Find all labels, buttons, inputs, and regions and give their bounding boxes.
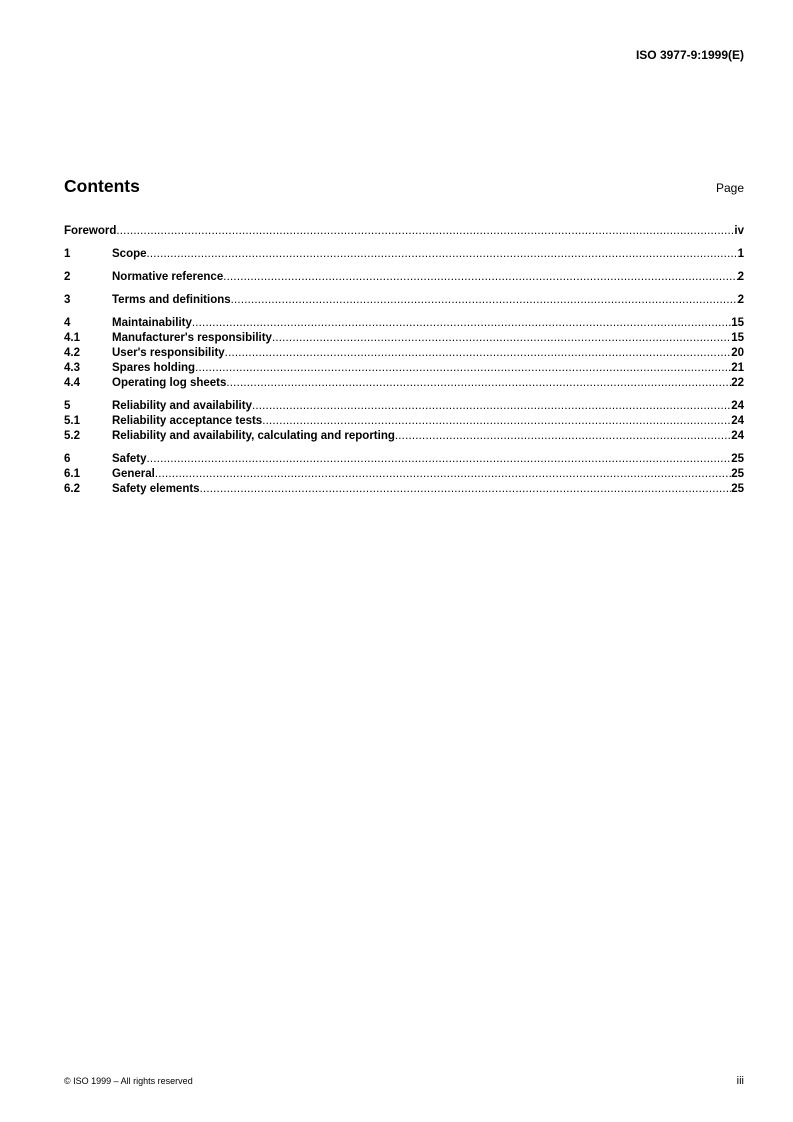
toc-entry[interactable]	[64, 332, 744, 347]
toc-entry-page: 24	[731, 400, 744, 412]
toc-dot-leader	[272, 332, 731, 344]
toc-entry-number: 5	[64, 400, 71, 412]
toc-dot-leader	[155, 468, 731, 480]
toc-entry-page: 24	[731, 430, 744, 442]
toc-group	[64, 453, 744, 498]
toc-entry-title: Scope	[112, 248, 147, 260]
toc-dot-leader	[226, 377, 731, 389]
toc-entry[interactable]	[64, 347, 744, 362]
toc-entry-title: User's responsibility	[112, 347, 225, 359]
toc-entry-number: 4	[64, 317, 71, 329]
toc-dot-leader	[200, 483, 732, 495]
toc-dot-leader	[147, 248, 738, 260]
toc-entry-number: 3	[64, 294, 71, 306]
toc-dot-leader	[225, 347, 732, 359]
toc-group	[64, 248, 744, 263]
toc-dot-leader	[195, 362, 731, 374]
toc-entry[interactable]	[64, 453, 744, 468]
toc-entry-page: 15	[731, 332, 744, 344]
toc-dot-leader	[262, 415, 731, 427]
toc-entry[interactable]	[64, 225, 744, 240]
toc-dot-leader	[252, 400, 731, 412]
toc-entry-number: 2	[64, 271, 71, 283]
toc-group	[64, 225, 744, 240]
toc-entry-title: Reliability and availability, calculating and reporting	[112, 430, 395, 442]
toc-dot-leader	[231, 294, 738, 306]
footer-page-number: iii	[736, 1075, 744, 1087]
footer-copyright: © ISO 1999 – All rights reserved	[64, 1076, 193, 1086]
toc-group	[64, 317, 744, 392]
page-column-label: Page	[715, 181, 744, 195]
toc-entry-page: 21	[731, 362, 744, 374]
toc-entry[interactable]	[64, 483, 744, 498]
toc-group	[64, 294, 744, 309]
toc-entry-page: 25	[731, 483, 744, 495]
toc-entry[interactable]	[64, 271, 744, 286]
toc-entry-title: Reliability and availability	[112, 400, 252, 412]
toc-entry-page: 2	[737, 271, 744, 283]
toc-entry[interactable]	[64, 294, 744, 309]
toc-entry-page: iv	[734, 225, 744, 237]
toc-entry[interactable]	[64, 377, 744, 392]
toc-group	[64, 271, 744, 286]
toc-entry-number: 5.1	[64, 415, 80, 427]
toc-dot-leader	[147, 453, 732, 465]
toc-entry-number: 1	[64, 248, 71, 260]
toc-entry-title: Maintainability	[112, 317, 192, 329]
toc-entry[interactable]	[64, 400, 744, 415]
toc-entry-page: 22	[731, 377, 744, 389]
toc-entry-page: 2	[737, 294, 744, 306]
toc-entry-title: General	[112, 468, 155, 480]
toc-dot-leader	[395, 430, 731, 442]
toc-entry-number: 6.2	[64, 483, 80, 495]
toc-entry-number: 4.1	[64, 332, 80, 344]
table-of-contents	[64, 225, 744, 506]
toc-entry-page: 24	[731, 415, 744, 427]
toc-entry-page: 20	[731, 347, 744, 359]
toc-entry-page: 25	[731, 453, 744, 465]
toc-entry-title: Foreword	[64, 225, 117, 237]
toc-entry[interactable]	[64, 317, 744, 332]
contents-title: Contents	[64, 176, 140, 196]
toc-entry-number: 4.3	[64, 362, 80, 374]
toc-entry-title: Terms and definitions	[112, 294, 231, 306]
toc-entry-number: 4.2	[64, 347, 80, 359]
toc-entry-title: Spares holding	[112, 362, 196, 374]
toc-entry-number: 6	[64, 453, 71, 465]
toc-entry-number: 6.1	[64, 468, 80, 480]
toc-group	[64, 400, 744, 445]
toc-entry-page: 15	[731, 317, 744, 329]
toc-entry-number: 4.4	[64, 377, 80, 389]
toc-entry-title: Normative reference	[112, 271, 224, 283]
toc-entry[interactable]	[64, 248, 744, 263]
toc-dot-leader	[192, 317, 731, 329]
document-id: ISO 3977-9:1999(E)	[635, 48, 744, 62]
toc-entry-title: Operating log sheets	[112, 377, 227, 389]
toc-entry-number: 5.2	[64, 430, 80, 442]
toc-entry-page: 1	[737, 248, 744, 260]
toc-entry[interactable]	[64, 430, 744, 445]
toc-entry[interactable]	[64, 362, 744, 377]
toc-entry-title: Reliability acceptance tests	[112, 415, 263, 427]
toc-dot-leader	[116, 225, 734, 237]
toc-dot-leader	[223, 271, 737, 283]
toc-entry[interactable]	[64, 415, 744, 430]
toc-entry-title: Safety	[112, 453, 147, 465]
toc-entry[interactable]	[64, 468, 744, 483]
toc-entry-title: Manufacturer's responsibility	[112, 332, 272, 344]
toc-entry-title: Safety elements	[112, 483, 200, 495]
toc-entry-page: 25	[731, 468, 744, 480]
